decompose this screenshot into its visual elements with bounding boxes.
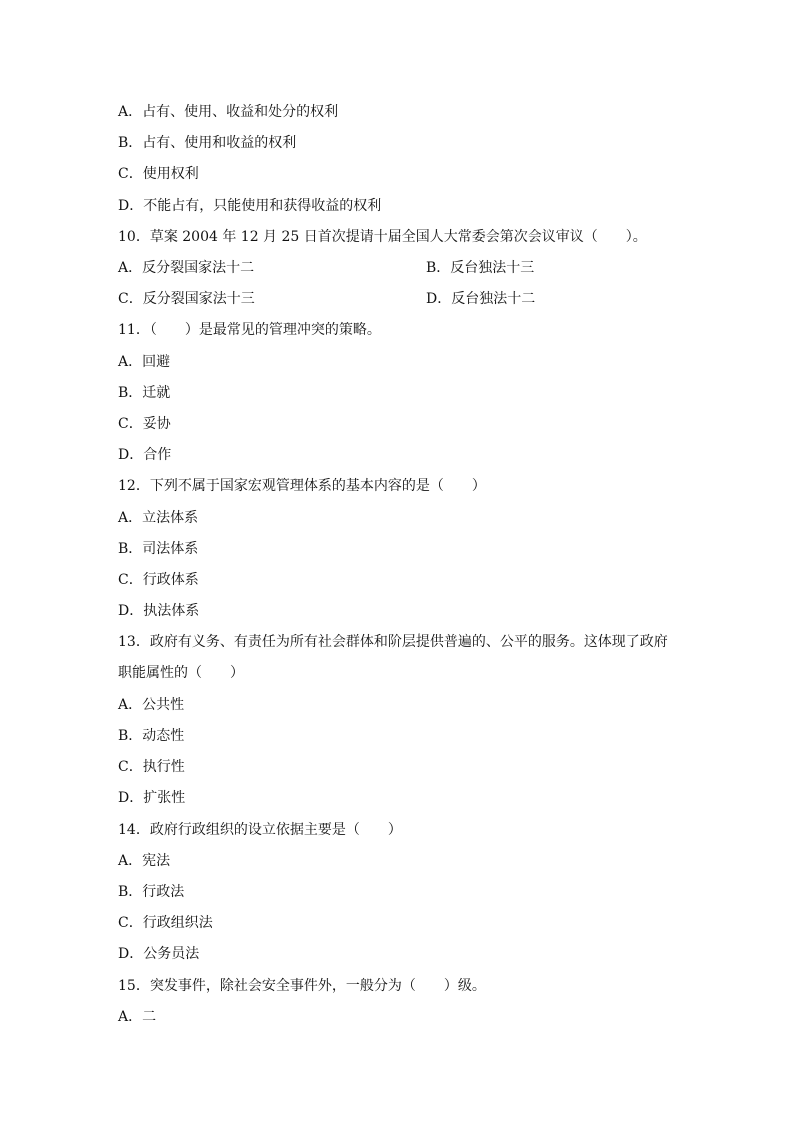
question-13: 13．政府有义务、有责任为所有社会群体和阶层提供普遍的、公平的服务。这体现了政府 <box>118 634 668 650</box>
option-text: A．反分裂国家法十二 <box>118 260 255 276</box>
option-text: C．执行性 <box>118 759 185 775</box>
option-text: D．反台独法十二 <box>426 291 536 307</box>
option-text: A．二 <box>118 1009 157 1025</box>
option-text: A．回避 <box>118 354 171 370</box>
option-text: A．占有、使用、收益和处分的权利 <box>118 104 339 120</box>
option-text: B．迁就 <box>118 385 171 401</box>
option-text: C．妥协 <box>118 416 171 432</box>
option-text: D．合作 <box>118 447 172 463</box>
option-text: A．宪法 <box>118 853 171 869</box>
option-text: A．立法体系 <box>118 510 199 526</box>
option-text: C．反分裂国家法十三 <box>118 291 255 307</box>
option-text: C．行政体系 <box>118 572 199 588</box>
question-14: 14．政府行政组织的设立依据主要是（ ） <box>118 822 402 838</box>
option-text: B．司法体系 <box>118 541 199 557</box>
question-15: 15．突发事件，除社会安全事件外，一般分为（ ）级。 <box>118 978 486 994</box>
question-12: 12．下列不属于国家宏观管理体系的基本内容的是（ ） <box>118 478 486 494</box>
option-text: B．反台独法十三 <box>426 260 535 276</box>
option-text: D．执法体系 <box>118 603 200 619</box>
question-11: 11．（ ）是最常见的管理冲突的策略。 <box>118 322 381 338</box>
option-text: D．公务员法 <box>118 946 200 962</box>
option-text: B．行政法 <box>118 884 185 900</box>
option-text: B．动态性 <box>118 728 185 744</box>
option-text: C．行政组织法 <box>118 915 213 931</box>
option-text: D．扩张性 <box>118 790 186 806</box>
option-text: D．不能占有，只能使用和获得收益的权利 <box>118 198 382 214</box>
option-text: C．使用权利 <box>118 166 199 182</box>
option-text: B．占有、使用和收益的权利 <box>118 135 297 151</box>
question-13-cont: 职能属性的（ ） <box>118 665 244 681</box>
question-10: 10．草案 2004 年 12 月 25 日首次提请十届全国人大常委会第次会议审议（ ）。 <box>118 229 647 245</box>
option-text: A．公共性 <box>118 697 185 713</box>
